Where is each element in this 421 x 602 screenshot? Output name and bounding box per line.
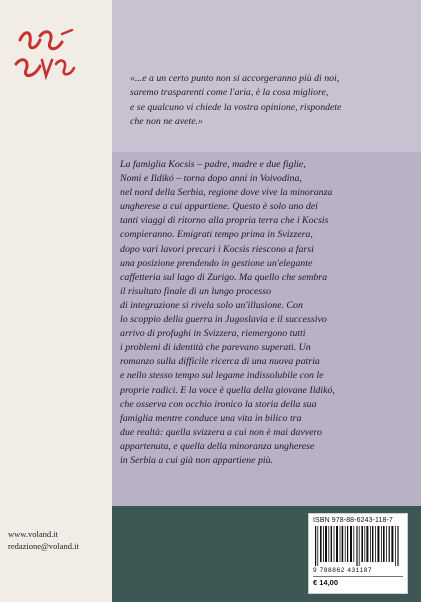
- ean-number: 9 788862 431187: [313, 567, 373, 574]
- synopsis-line: di integrazione si rivela solo un'illusione. Con: [120, 299, 303, 311]
- left-margin-strip: [0, 0, 112, 602]
- synopsis-line: caffetteria sul lago di Zurigo. Ma quello che sembra: [120, 271, 328, 283]
- synopsis-line: nel nord della Serbia, regione dove vive la minoranza: [120, 187, 333, 199]
- email-link[interactable]: redazione@voland.it: [8, 541, 79, 551]
- price-label: € 14,00: [313, 576, 403, 587]
- synopsis-text: [120, 158, 412, 468]
- barcode-icon: [313, 526, 403, 566]
- quote-line: che non ne avete.»: [130, 115, 203, 127]
- synopsis-line: appartenuta, e quella della minoranza ungherese: [120, 440, 315, 452]
- barcode-label: [308, 513, 408, 594]
- synopsis-line: arrivo di profughi in Svizzera, riemergono tutti: [120, 328, 306, 340]
- cover-quote: [130, 72, 410, 129]
- quote-line: saremo trasparenti come l'aria, è la cosa migliore,: [130, 87, 329, 99]
- voland-logo-icon: [10, 20, 80, 90]
- synopsis-line: due realtà: quella svizzera a cui non è mai davvero: [120, 426, 322, 438]
- synopsis-line: romanzo sulla difficile ricerca di una nuova patria: [120, 356, 320, 368]
- voland-logo: [10, 20, 80, 90]
- synopsis-line: lo scoppio della guerra in Jugoslavia e il successivo: [120, 314, 327, 326]
- synopsis-line: il risultato finale di un lungo processo: [120, 285, 272, 297]
- synopsis-line: compieranno. Emigrati tempo prima in Svizzera,: [120, 229, 313, 241]
- synopsis-line: ungherese a cui appartiene. Questo è solo uno dei: [120, 201, 318, 213]
- isbn-text: ISBN 978-88-6243-118-7: [313, 517, 393, 524]
- quote-line: «...e a un certo punto non si accorgeranno più di noi,: [130, 73, 340, 84]
- quote-line: e se qualcuno vi chiede la vostra opinione, rispondete: [130, 101, 342, 113]
- synopsis-line: Nomi e Ildikó – torna dopo anni in Voivodina,: [120, 173, 302, 185]
- synopsis-line: La famiglia Kocsis – padre, madre e due figlie,: [120, 159, 306, 170]
- synopsis-line: i problemi di identità che parevano superati. Un: [120, 342, 311, 354]
- synopsis-line: una posizione prendendo in gestione un'elegante: [120, 257, 313, 269]
- synopsis-line: e nello stesso tempo sul legame indissolubile con le: [120, 370, 324, 382]
- synopsis-line: in Serbia a cui già non appartiene più.: [120, 454, 274, 466]
- website-link[interactable]: www.voland.it: [8, 529, 58, 539]
- synopsis-line: famiglia mentre conduce una vita in bilico tra: [120, 412, 302, 424]
- synopsis-line: tanti viaggi di ritorno alla propria terra che i Kocsis: [120, 215, 329, 227]
- synopsis-line: proprie radici. E la voce è quella della giovane Ildikó,: [120, 384, 335, 396]
- publisher-contacts: [8, 528, 108, 552]
- synopsis-line: dopo vari lavori precari i Kocsis riescono a farsi: [120, 243, 314, 255]
- barcode-bars: [313, 526, 403, 566]
- synopsis-line: che osserva con occhio ironico la storia della sua: [120, 398, 317, 410]
